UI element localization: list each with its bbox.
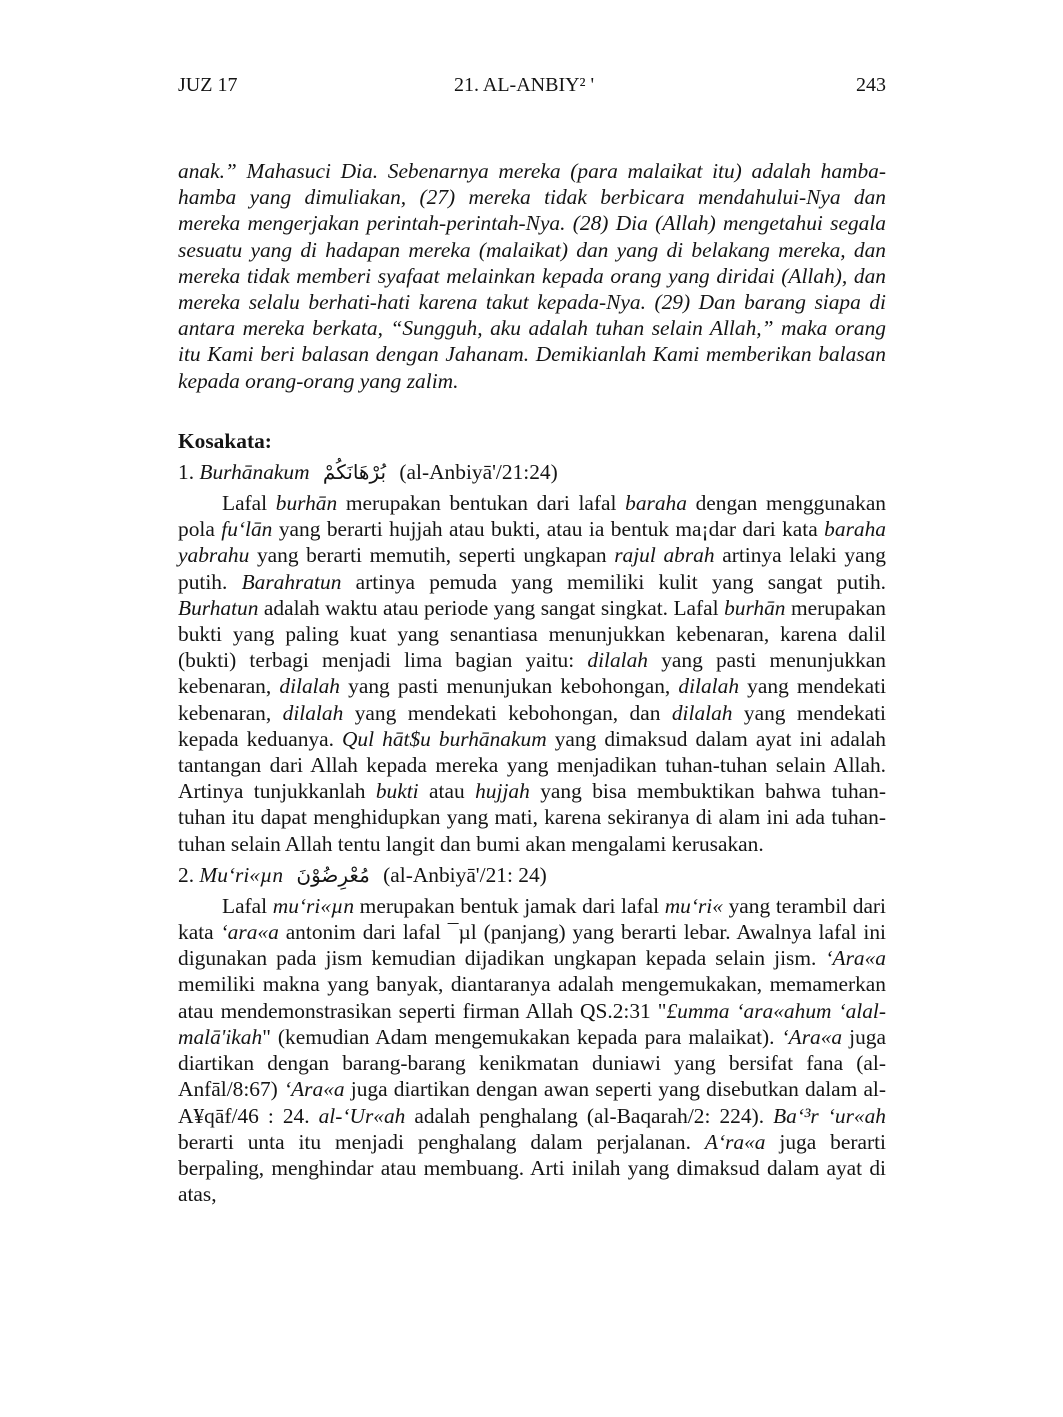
entry-number: 1. [178,460,195,485]
italic-term: baraha [625,491,687,516]
text-run: adalah penghalang (al-Baqarah/2: 224). [405,1103,774,1128]
text-run: adalah waktu atau periode yang sangat singkat. Lafal [258,595,725,620]
text-run: dengan menggunakan pola [178,491,887,542]
entry-term: Mu‘ri«µn [199,862,284,887]
text-run: Lafal [222,491,276,516]
surah-title: 21. AL-ANBIY² ' [454,74,595,96]
italic-term: dilalah [282,700,344,725]
text-run: yang mendekati kepada keduanya. [178,700,887,751]
italic-term: £umma ‘ara«ahum ‘alal-malā'ikah [178,998,886,1049]
text-run: yang mendekati kebohongan, dan [343,700,672,725]
text-run: berarti unta itu menjadi penghalang dalam perjalanan. [178,1129,705,1154]
text-run: yang bisa membuktikan bahwa tuhan-tuhan itu dapat menghidupkan yang mati, karena sekiranya di alam ini ada tuhan-tuhan selain Allah tentu langit dan bumi akan mengalami kerusakan. [178,779,886,856]
italic-term: burhān [275,491,338,516]
entry-reference: (al-Anbiyā'/21: 24) [383,862,547,887]
italic-term: A‘ra«a [704,1129,766,1154]
entry-number: 2. [178,862,195,887]
entry-arabic: مُعْرِضُوْنَ [296,862,370,887]
italic-term: bukti [375,779,419,804]
text-run: yang dimaksud dalam ayat ini adalah tantangan dari Allah kepada mereka yang menjadikan tuhan-tuhan selain Allah. Artinya tunjukkanlah [178,726,886,804]
italic-term: ‘Ara«a [825,946,886,971]
page-number: 243 [856,74,886,96]
text-run: memiliki makna yang banyak, diantaranya adalah mengemukakan, memamerkan atau mendemonstrasikan seperti firman Allah QS.2:31 " [178,972,886,1023]
text-run: yang pasti menunjukkan kebenaran, [178,648,886,699]
text-run: yang mendekati kebenaran, [178,674,887,725]
verse-translation: anak.” Mahasuci Dia. Sebenarnya mereka (para malaikat itu) adalah hamba-hamba yang dimuliakan, (27) mereka tidak berbicara mendahului-Nya dan mereka mengerjakan perintah-perintah-Nya. (28) Dia (Allah) mengetahui segala sesuatu yang di hadapan mereka (malaikat) dan yang di belakang mereka, dan mereka tidak memberi syafaat melainkan kepada orang yang diridai (Allah), dan mereka selalu berhati-hati karena takut kepada-Nya. (29) Dan barang siapa di antara mereka berkata, “Sungguh, aku adalah tuhan selain Allah,” maka orang itu Kami beri balasan dengan Jahanam. Demikianlah Kami memberikan balasan kepada orang-orang yang zalim. [178,159,886,393]
text-run: yang berarti hujjah atau bukti, atau ia bentuk ma¡dar dari kata [272,517,825,542]
italic-term: dilalah [587,648,649,673]
page-header [178,74,886,102]
text-run: antonim dari lafal ¯µl (panjang) yang berarti lebar. Awalnya lafal ini digunakan pada jism kemudian dijadikan ungkapan kepada selain jism. [178,920,886,971]
italic-term: burhān [724,595,786,620]
entry-term: Burhānakum [199,460,310,485]
italic-term: Burhatun [178,595,259,620]
text-run: juga diartikan dengan awan seperti yang disebutkan dalam al-A¥qāf/46 : 24. [178,1077,887,1128]
text-run: juga berarti berpaling, menghindar atau membuang. Arti inilah yang dimaksud dalam ayat di atas, [178,1129,886,1207]
italic-term: rajul abrah [614,543,715,568]
text-run: yang berarti memutih, seperti ungkapan [249,543,615,568]
italic-term: dilalah [279,674,341,699]
juz-label: JUZ 17 [178,74,238,96]
page-body [178,158,886,1207]
italic-term: Barahratun [241,569,342,594]
italic-term: ‘ara«a [220,920,279,945]
vocab-entry-1-heading [178,456,886,488]
italic-term: hujjah [475,779,530,804]
text-run: Lafal [222,893,273,918]
italic-term: ‘Ara«a [781,1024,843,1049]
italic-term: fu‘lān [221,517,273,542]
italic-term: ‘Ara«a [283,1077,345,1102]
italic-term: mu‘ri« [664,893,723,918]
italic-term: al-‘Ur«ah [318,1103,406,1128]
vocab-entry-2-heading [178,859,886,891]
text-run: artinya pemuda yang memiliki kulit yang sangat putih. [341,569,886,594]
italic-term: baraha yabrahu [178,517,886,568]
vocabulary-heading: Kosakata: [178,428,272,453]
entry-reference: (al-Anbiyā'/21:24) [399,460,558,485]
italic-term: mu‘ri«µn [272,893,355,918]
text-run: merupakan bukti yang paling kuat yang senantiasa menunjukkan kebenaran, karena dalil (bukti) terbagi menjadi lima bagian yaitu: [178,595,887,673]
text-run: artinya lelaki yang putih. [178,543,886,594]
italic-term: Qul hāt$u burhānakum [341,726,547,751]
entry-arabic: بُرْهَانَكُمْ [322,460,387,485]
text-run: yang pasti menunjukan kebohongan, [340,674,679,699]
text-run: juga diartikan dengan barang-barang kenikmatan duniawi yang bersifat fana (al-Anfāl/8:67) [178,1024,886,1102]
text-run: " (kemudian Adam mengemukakan kepada para malaikat). [262,1024,782,1049]
text-run: yang terambil dari kata [178,893,887,945]
italic-term: Ba‘³r ‘ur«ah [773,1103,886,1128]
italic-term: dilalah [671,700,733,725]
italic-term: dilalah [678,674,740,699]
vocab-entry-1-body [178,490,886,857]
text-run: merupakan bentuk jamak dari lafal [354,893,665,918]
vocab-entry-2-body [178,893,886,1207]
text-run: merupakan bentukan dari lafal [337,491,626,516]
text-run: atau [418,779,476,804]
